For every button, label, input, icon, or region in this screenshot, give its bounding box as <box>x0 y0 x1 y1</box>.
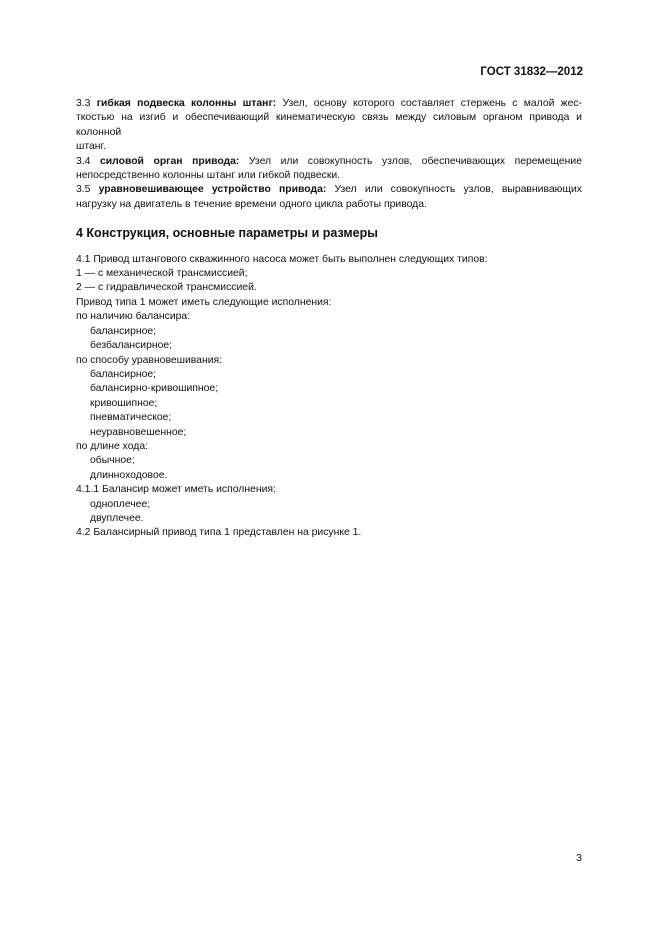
section-content <box>76 253 582 541</box>
definition-number: 3.5 <box>76 184 91 196</box>
page-number: 3 <box>576 852 582 864</box>
list-item: 4.2 Балансирный привод типа 1 представлен на рисунке 1. <box>76 527 362 539</box>
list-item: 4.1 Привод штангового скважинного насоса может быть выполнен следующих типов: <box>76 253 488 265</box>
definition-line: ткостью на изгиб и обеспечивающий кинематическую связь между силовым органом привода и колонной <box>76 112 582 138</box>
definition-text: Узел или совокупность узлов, выравнивающих <box>334 184 583 196</box>
list-subitem: длинноходовое. <box>90 469 168 481</box>
definition-term: силовой орган привода: <box>99 155 240 167</box>
list-subitem: безбалансирное; <box>90 340 173 352</box>
list-item: по наличию балансира: <box>76 311 191 323</box>
definition-line: нагрузку на двигатель в течение времени одного цикла работы привода. <box>76 198 427 210</box>
list-item: по длине хода: <box>76 440 148 452</box>
section-heading: 4 Конструкция, основные параметры и размеры <box>76 226 378 241</box>
list-subitem: балансирное; <box>90 368 157 380</box>
list-subitem: балансирно-кривошипное; <box>90 383 219 395</box>
list-item: 4.1.1 Балансир может иметь исполнения: <box>76 484 276 496</box>
definition-line <box>76 183 582 197</box>
document-id-header: ГОСТ 31832—2012 <box>480 66 583 78</box>
definition-term: гибкая подвеска колонны штанг: <box>96 98 277 109</box>
list-subitem: двуплечее. <box>90 512 144 524</box>
definition-line <box>76 97 582 111</box>
definition-text: Узел, основу которого составляет стержень с малой жес- <box>282 98 583 109</box>
definition-3-3 <box>76 97 582 155</box>
list-subitem: неуравновешенное; <box>90 426 187 438</box>
definition-3-5 <box>76 183 582 212</box>
definition-term: уравновешивающее устройство привода: <box>98 184 327 196</box>
definition-3-4 <box>76 155 582 184</box>
list-item: Привод типа 1 может иметь следующие исполнения: <box>76 296 332 308</box>
list-item: 2 — с гидравлической трансмиссией. <box>76 282 257 294</box>
list-subitem: кривошипное; <box>90 397 158 409</box>
list-subitem: балансирное; <box>90 325 157 337</box>
definition-number: 3.3 <box>76 98 91 109</box>
list-item: 1 — с механической трансмиссией; <box>76 268 248 280</box>
definition-text: Узел или совокупность узлов, обеспечивающих перемещение <box>248 155 583 167</box>
definition-number: 3.4 <box>76 155 91 167</box>
list-subitem: пневматическое; <box>90 412 172 424</box>
list-subitem: одноплечее; <box>90 498 151 510</box>
list-item: по способу уравновешивания: <box>76 354 223 366</box>
document-body <box>76 97 582 541</box>
definition-line: штанг. <box>76 141 106 153</box>
definition-line <box>76 155 582 169</box>
definition-line: непосредственно колонны штанг или гибкой подвески. <box>76 170 341 182</box>
list-subitem: обычное; <box>90 455 135 467</box>
